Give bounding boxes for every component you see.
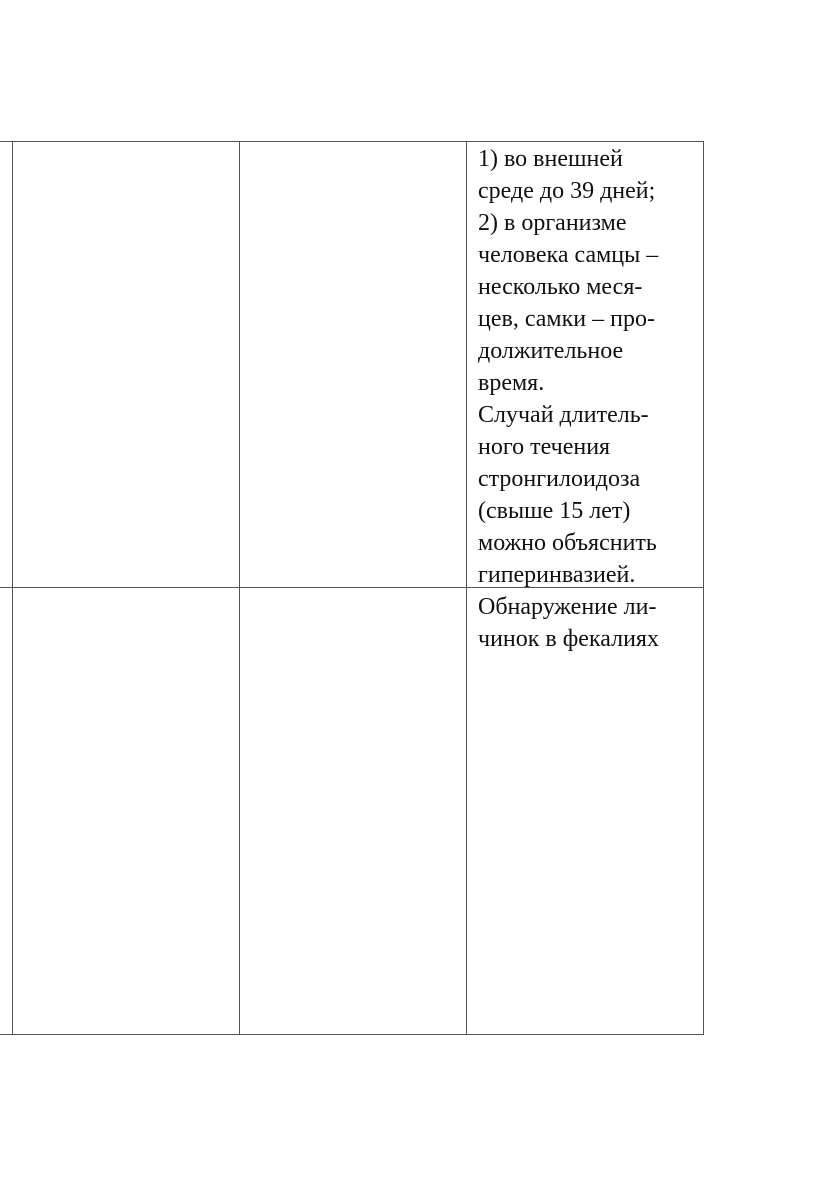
cell-text-line: среде до 39 дней;: [478, 178, 656, 204]
cell-text-line: гиперинвазией.: [478, 562, 636, 588]
cell-text-line: цев, самки – про-: [478, 306, 655, 332]
table-border-bottom: [0, 1034, 704, 1035]
table-cell-r2-c3: [240, 588, 466, 1034]
table-cell-r1-c4: [478, 143, 700, 591]
cell-text-line: должительное: [478, 338, 624, 364]
cell-text-line: 1) во внешней: [478, 146, 623, 172]
cell-text-line: Случай длитель-: [478, 402, 649, 428]
table-cell-r1-c2: [13, 141, 239, 587]
table-cell-r1-c3: [240, 141, 466, 587]
table-cell-r2-c4: [478, 591, 700, 655]
column-divider-3: [466, 141, 467, 1035]
data-table: [0, 141, 704, 1035]
cell-text-line: 2) в организме: [478, 210, 627, 236]
table-cell-r1-c1: [0, 141, 12, 587]
cell-text-line: (свыше 15 лет): [478, 498, 631, 524]
cell-text-line: время.: [478, 370, 545, 396]
cell-text-line: человека самцы –: [478, 242, 659, 268]
cell-text-line: стронгилоидоза: [478, 466, 641, 492]
cell-text-line: ного течения: [478, 434, 611, 460]
cell-text-line: несколько меся-: [478, 274, 643, 300]
cell-text-line: Обнаружение ли-: [478, 594, 657, 620]
cell-text-line: можно объяснить: [478, 530, 657, 556]
table-cell-r2-c1: [0, 588, 12, 1034]
table-cell-r2-c2: [13, 588, 239, 1034]
cell-text-line: чинок в фекалиях: [478, 626, 659, 652]
table-border-right: [703, 141, 704, 1035]
